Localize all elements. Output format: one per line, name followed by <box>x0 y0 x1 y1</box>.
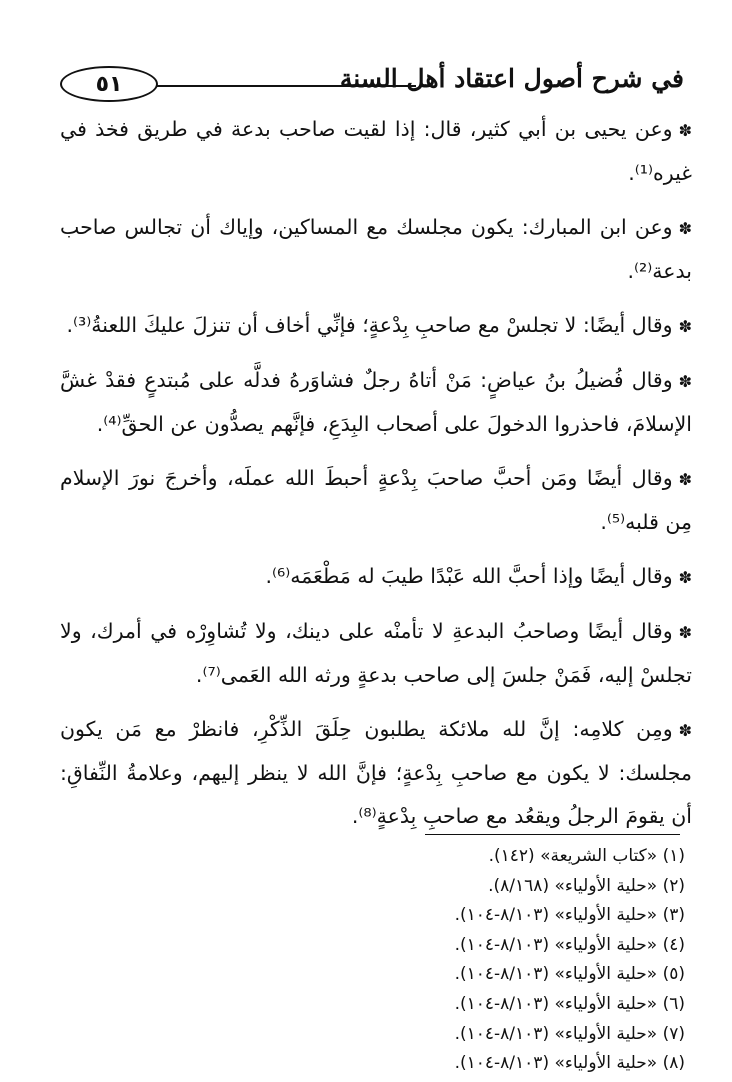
footnote-item: (٨) «حلية الأولياء» (٨/١٠٣-١٠٤). <box>454 1053 685 1074</box>
footnote-separator <box>425 834 680 835</box>
paragraph-text: وقال أيضًا ومَن أحبَّ صاحبَ بِدْعةٍ أحبطَ الله عملَه، وأخرجَ نورَ الإسلام مِن قلبه⁽⁵⁾. <box>60 466 692 534</box>
paragraph-text: وقال أيضًا وصاحبُ البدعةِ لا تأمنْه على دينك، ولا تُشاوِرْه في أمرك، ولا تجلسْ إليه، فَمَنْ جلسَ إلى صاحب بدعةٍ ورثه الله العَمى⁽⁷⁾. <box>60 619 692 687</box>
main-text <box>60 108 692 849</box>
footnote-item: (٥) «حلية الأولياء» (٨/١٠٣-١٠٤). <box>454 964 685 985</box>
paragraph-text: وعن يحيى بن أبي كثير، قال: إذا لقيت صاحب بدعة في طريق فخذ في غيره⁽¹⁾. <box>60 117 692 185</box>
footnote-item: (٢) «حلية الأولياء» (٨/١٦٨). <box>488 875 685 896</box>
paragraph <box>60 708 692 838</box>
paragraph <box>60 206 692 293</box>
paragraph <box>60 304 692 348</box>
star-marker-icon: ✽ <box>678 317 692 336</box>
star-marker-icon: ✽ <box>678 470 692 489</box>
paragraph-text: وقال فُضيلُ بنُ عياضٍ: مَنْ أتاهُ رجلٌ فشاوَرهُ فدلَّه على مُبتدعٍ فقدْ غشَّ الإسلامَ، فاحذروا الدخولَ على أصحاب البِدَعِ، فإنَّهم يصدُّون عن الحقِّ⁽⁴⁾. <box>60 368 692 436</box>
footnotes-list <box>300 842 685 1079</box>
star-marker-icon: ✽ <box>678 721 692 740</box>
paragraph <box>60 610 692 697</box>
star-marker-icon: ✽ <box>678 372 692 391</box>
paragraph-text: وقال أيضًا وإذا أحبَّ الله عَبْدًا طيبَ له مَطْعَمَه⁽⁶⁾. <box>265 564 673 588</box>
star-marker-icon: ✽ <box>678 121 692 140</box>
page-header <box>52 60 684 108</box>
paragraph-text: وعن ابن المبارك: يكون مجلسك مع المساكين، وإياك أن تجالس صاحب بدعة⁽²⁾. <box>60 215 692 283</box>
footnote-item: (٤) «حلية الأولياء» (٨/١٠٣-١٠٤). <box>454 934 685 955</box>
footnote-item: (٧) «حلية الأولياء» (٨/١٠٣-١٠٤). <box>454 1023 685 1044</box>
page-number: ٥١ <box>60 66 158 102</box>
star-marker-icon: ✽ <box>678 219 692 238</box>
paragraph-text: وقال أيضًا: لا تجلسْ مع صاحبِ بِدْعةٍ؛ فإنِّي أخاف أن تنزلَ عليكَ اللعنةُ⁽³⁾. <box>66 313 673 337</box>
running-title: في شرح أصول اعتقاد أهل السنة <box>339 64 684 93</box>
star-marker-icon: ✽ <box>678 568 692 587</box>
paragraph <box>60 457 692 544</box>
footnote-item: (١) «كتاب الشريعة» (١٤٢). <box>488 846 685 866</box>
footnote-item: (٣) «حلية الأولياء» (٨/١٠٣-١٠٤). <box>454 905 685 926</box>
paragraph-text: ومِن كلامِه: إنَّ لله ملائكة يطلبون حِلَقَ الذِّكْرِ، فانظرْ مع مَن يكون مجلسك: لا يكون مع صاحبِ بِدْعةٍ؛ فإنَّ الله لا ينظر إليهم، وعلامةُ النِّفاقِ: أن يقومَ الرجلُ ويقعُد مع صاحبِ بِدْعةٍ⁽⁸⁾. <box>60 717 692 828</box>
star-marker-icon: ✽ <box>678 623 692 642</box>
paragraph <box>60 555 692 599</box>
paragraph <box>60 359 692 446</box>
footnote-item: (٦) «حلية الأولياء» (٨/١٠٣-١٠٤). <box>454 993 685 1014</box>
paragraph <box>60 108 692 195</box>
